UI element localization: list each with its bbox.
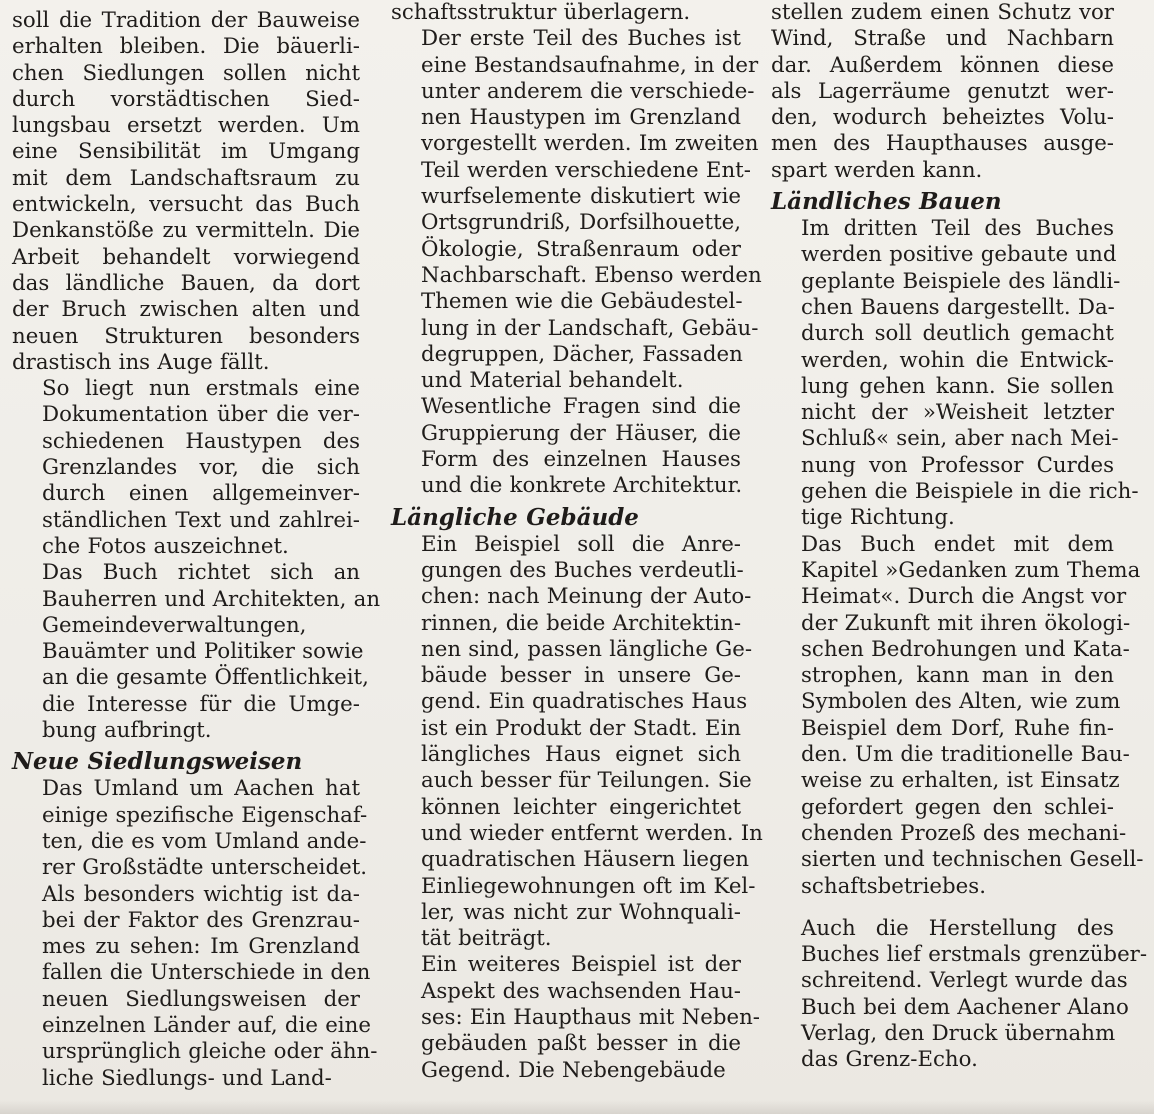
text-line: gungen des Buches verdeutli- — [421, 557, 744, 583]
text-line: Gemeindeverwaltungen, — [42, 612, 307, 638]
text-line: sierten und technischen Gesell- — [801, 847, 1144, 873]
text-line: liche Siedlungs- und Land- — [42, 1065, 332, 1091]
paragraph-gap — [771, 900, 1114, 916]
text-line: schiedenen Haustypen des — [42, 428, 360, 454]
text-line: Das Buch richtet sich an — [42, 560, 360, 586]
text-line: Buch bei dem Aachener Alano — [801, 994, 1129, 1020]
text-line: lung gehen kann. Sie sollen — [801, 373, 1114, 399]
text-line: einzelnen Länder auf, die eine — [42, 1012, 371, 1038]
text-line: gebäuden paßt besser in die — [421, 1031, 741, 1057]
text-line: Das Umland um Aachen hat — [42, 776, 360, 802]
text-line: als Lagerräume genutzt wer- — [771, 78, 1114, 104]
text-line: werden positive gebaute und — [801, 242, 1117, 268]
text-line: der Bruch zwischen alten und — [12, 297, 360, 323]
paragraph — [12, 376, 360, 560]
text-line: Ein weiteres Beispiel ist der — [421, 952, 741, 978]
text-line: entwickeln, versucht das Buch — [12, 192, 360, 218]
text-line: bäude besser in unsere Ge- — [421, 663, 741, 689]
text-line: eine Bestandsaufnahme, in der — [421, 52, 759, 78]
text-line: Themen wie die Gebäudestel- — [421, 289, 743, 315]
text-line: Auch die Herstellung des — [801, 915, 1114, 941]
text-line: Aspekt des wachsenden Hau- — [421, 978, 741, 1004]
text-column-1 — [12, 8, 381, 1092]
text-line: Teil werden verschiedene Ent- — [421, 157, 751, 183]
text-line: Verlag, den Druck übernahm — [801, 1020, 1116, 1046]
text-line: So liegt nun erstmals eine — [42, 376, 360, 402]
text-line: Im dritten Teil des Buches — [801, 216, 1114, 242]
paragraph — [391, 952, 760, 1083]
text-line: chen Siedlungen sollen nicht — [12, 60, 360, 86]
text-line: neuen Strukturen besonders — [12, 323, 360, 349]
text-line: lung in der Landschaft, Gebäu- — [421, 315, 759, 341]
text-line: den. Um die traditionelle Bau- — [801, 742, 1130, 768]
text-line: Denkanstöße zu vermitteln. Die — [12, 218, 360, 244]
text-line: an die gesamte Öffentlichkeit, — [42, 665, 369, 691]
text-column-2 — [391, 0, 763, 1084]
text-line: fallen die Unterschiede in den — [42, 960, 371, 986]
scan-edge — [0, 1100, 1154, 1114]
text-line: Arbeit behandelt vorwiegend — [12, 244, 360, 270]
text-line: Form des einzelnen Hauses — [421, 447, 741, 473]
text-line: tige Richtung. — [801, 505, 955, 531]
paragraph — [12, 8, 360, 376]
text-line: können leichter eingerichtet — [421, 794, 741, 820]
text-line: vorgestellt werden. Im zweiten — [421, 131, 759, 157]
text-line: Wesentliche Fragen sind die — [421, 394, 741, 420]
text-line: Ein Beispiel soll die Anre- — [421, 531, 741, 557]
text-line: neuen Siedlungsweisen der — [42, 986, 360, 1012]
section-heading: Längliche Gebäude — [391, 503, 639, 531]
text-line: Der erste Teil des Buches ist — [421, 26, 741, 52]
text-line: durch einen allgemeinver- — [42, 481, 360, 507]
text-line: durch soll deutlich gemacht — [801, 321, 1114, 347]
text-line: Heimat«. Durch die Angst vor — [801, 584, 1127, 610]
text-line: schreitend. Verlegt wurde das — [801, 968, 1128, 994]
text-line: tät beiträgt. — [421, 926, 552, 952]
text-line: ursprünglich gleiche oder ähn- — [42, 1039, 378, 1065]
text-line: Bauherren und Architekten, an — [42, 586, 381, 612]
text-line: ses: Ein Haupthaus mit Neben- — [421, 1004, 760, 1030]
text-line: bung aufbringt. — [42, 718, 212, 744]
text-line: chen Bauens dargestellt. Da- — [801, 294, 1115, 320]
text-line: Ortsgrundriß, Dorfsilhouette, — [421, 210, 741, 236]
paragraph — [771, 531, 1144, 900]
text-line: unter anderem die verschiede- — [421, 78, 755, 104]
text-line: rinnen, die beide Architektin- — [421, 610, 742, 636]
text-line: Das Buch endet mit dem — [801, 531, 1114, 557]
text-line: soll die Tradition der Bauweise — [12, 8, 360, 33]
text-line: Ökologie, Straßenraum oder — [421, 236, 741, 262]
text-line: Als besonders wichtig ist da- — [42, 881, 360, 907]
text-line: nicht der »Weisheit letzter — [801, 400, 1114, 426]
text-line: Buches lief erstmals grenzüber- — [801, 942, 1148, 968]
text-line: mes zu sehen: Im Grenzland — [42, 934, 360, 960]
text-line: und wieder entfernt werden. In — [421, 820, 763, 846]
text-line: strophen, kann man in den — [801, 663, 1114, 689]
text-line: geplante Beispiele des ländli- — [801, 268, 1121, 294]
text-line: Symbolen des Alten, wie zum — [801, 689, 1121, 715]
text-line: dar. Außerdem können diese — [771, 52, 1114, 78]
text-line: mit dem Landschaftsraum zu — [12, 165, 360, 191]
text-line: nen sind, passen längliche Ge- — [421, 636, 753, 662]
section-heading: Neue Siedlungsweisen — [12, 748, 303, 776]
paragraph — [771, 216, 1139, 532]
text-line: Dokumentation über die ver- — [42, 402, 360, 428]
text-line: gehen die Beispiele in die rich- — [801, 479, 1139, 505]
text-line: schaftsstruktur überlagern. — [391, 0, 691, 25]
text-line: gefordert gegen den schlei- — [801, 794, 1114, 820]
text-line: Nachbarschaft. Ebenso werden — [421, 262, 762, 288]
text-line: ständlichen Text und zahlrei- — [42, 507, 360, 533]
text-line: durch vorstädtischen Sied- — [12, 86, 360, 112]
text-line: gend. Ein quadratisches Haus — [421, 689, 748, 715]
text-line: degruppen, Dächer, Fassaden — [421, 341, 743, 367]
text-line: stellen zudem einen Schutz vor — [771, 0, 1114, 25]
text-line: wurfselemente diskutiert wie — [421, 184, 741, 210]
text-line: und die konkrete Architektur. — [421, 473, 743, 499]
text-line: Gruppierung der Häuser, die — [421, 420, 741, 446]
text-line: eine Sensibilität im Umgang — [12, 139, 360, 165]
text-line: rer Großstädte unterscheidet. — [42, 855, 368, 881]
text-line: und Material behandelt. — [421, 368, 684, 394]
text-line: quadratischen Häusern liegen — [421, 847, 749, 873]
text-line: Beispiel dem Dorf, Ruhe fin- — [801, 715, 1114, 741]
text-line: den, wodurch beheiztes Volu- — [771, 105, 1114, 131]
paragraph — [391, 0, 741, 26]
text-line: Schluß« sein, aber nach Mei- — [801, 426, 1119, 452]
paragraph — [12, 776, 378, 1092]
text-line: drastisch ins Auge fällt. — [12, 349, 270, 375]
text-line: spart werden kann. — [771, 157, 983, 183]
text-line: nung von Professor Curdes — [801, 452, 1114, 478]
text-line: die Interesse für die Umge- — [42, 691, 360, 717]
text-line: einige spezifische Eigenschaf- — [42, 802, 368, 828]
text-line: ler, was nicht zur Wohnquali- — [421, 899, 741, 925]
text-line: chenden Prozeß des mechani- — [801, 820, 1127, 846]
text-line: schen Bedrohungen und Kata- — [801, 636, 1130, 662]
text-line: nen Haustypen im Grenzland — [421, 105, 741, 131]
text-line: Kapitel »Gedanken zum Thema — [801, 557, 1141, 583]
text-line: chen: nach Meinung der Auto- — [421, 584, 752, 610]
text-line: der Zukunft mit ihren ökologi- — [801, 610, 1131, 636]
paragraph — [391, 394, 741, 499]
paragraph — [391, 531, 763, 953]
text-line: che Fotos auszeichnet. — [42, 533, 289, 559]
text-line: lungsbau ersetzt werden. Um — [12, 113, 360, 139]
text-line: auch besser für Teilungen. Sie — [421, 768, 752, 794]
text-line: Bauämter und Politiker sowie — [42, 639, 364, 665]
text-line: ten, die es vom Umland ande- — [42, 828, 367, 854]
text-line: das ländliche Bauen, da dort — [12, 270, 360, 296]
text-line: längliches Haus eignet sich — [421, 742, 741, 768]
paragraph — [771, 915, 1148, 1074]
text-line: men des Haupthauses ausge- — [771, 131, 1114, 157]
text-line: Einliegewohnungen oft im Kel- — [421, 873, 756, 899]
text-line: ist ein Produkt der Stadt. Ein — [421, 715, 741, 741]
section-heading: Ländliches Bauen — [771, 188, 1002, 216]
text-line: Gegend. Die Nebengebäude — [421, 1057, 726, 1083]
text-line: Wind, Straße und Nachbarn — [771, 26, 1114, 52]
text-line: das Grenz-Echo. — [801, 1047, 978, 1073]
text-line: weise zu erhalten, ist Einsatz — [801, 768, 1120, 794]
text-line: bei der Faktor des Grenzrau- — [42, 907, 360, 933]
text-line: Grenzlandes vor, die sich — [42, 455, 360, 481]
text-column-3 — [771, 0, 1148, 1074]
text-line: erhalten bleiben. Die bäuerli- — [12, 34, 360, 60]
paragraph — [12, 560, 381, 744]
paragraph — [771, 0, 1114, 184]
text-line: werden, wohin die Entwick- — [801, 347, 1114, 373]
text-line: schaftsbetriebes. — [801, 873, 986, 899]
paragraph — [391, 26, 762, 394]
